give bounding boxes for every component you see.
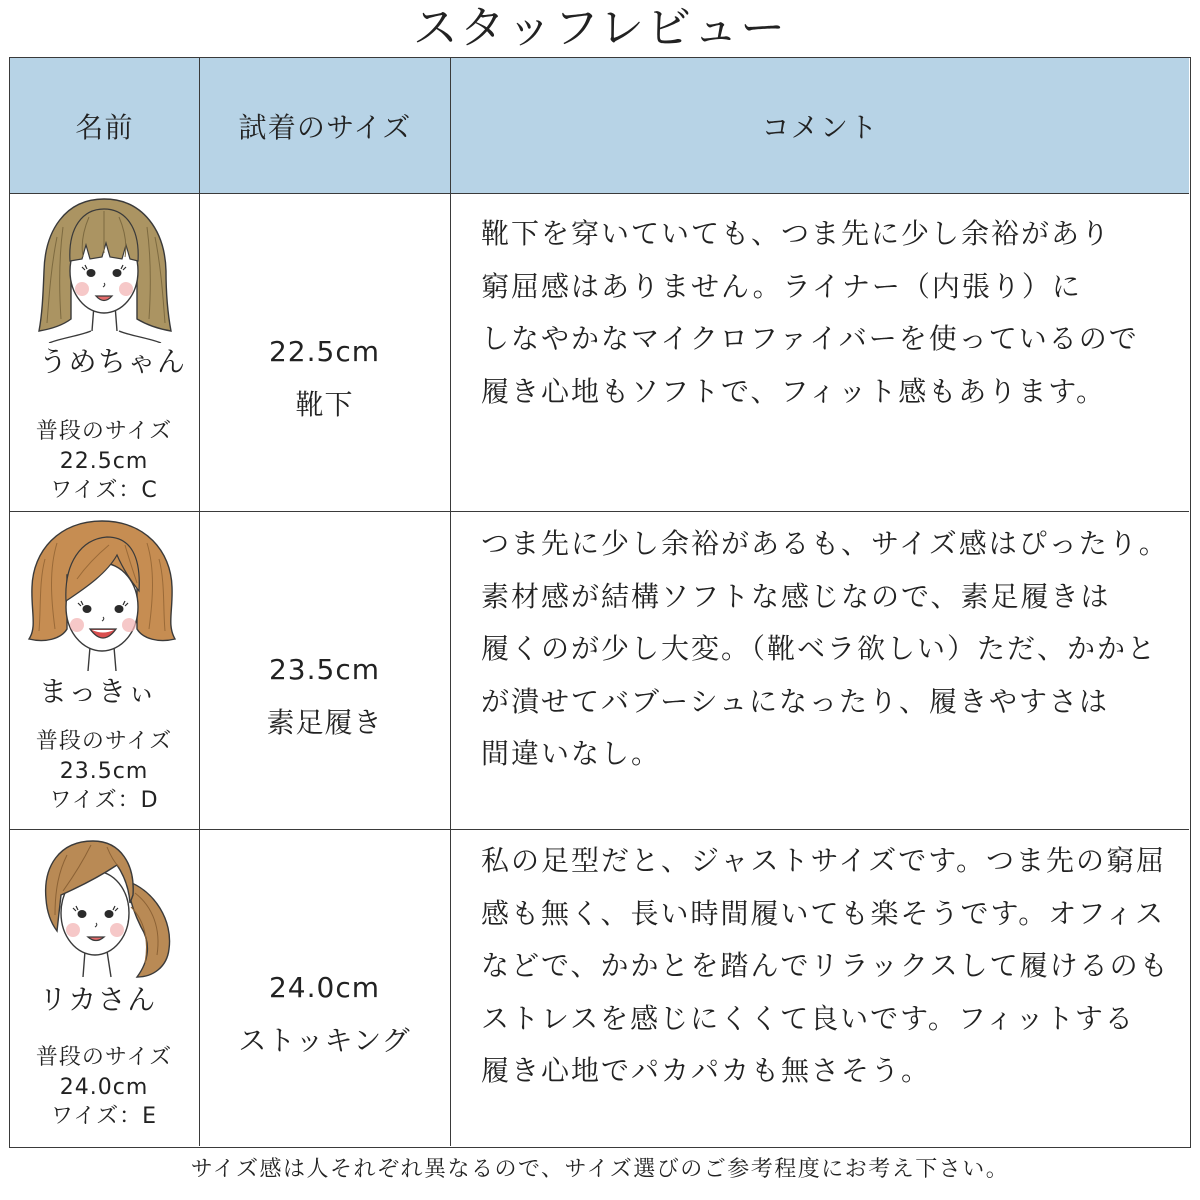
comment-cell	[451, 194, 1189, 511]
comment-text	[481, 208, 1139, 418]
comment-line: 履き心地でパカパカも無さそう。	[481, 1054, 932, 1087]
usual-size-block	[10, 727, 198, 816]
header-comment-label: コメント	[761, 110, 879, 144]
comment-line: 窮屈感はありません。ライナー（内張り）に	[481, 269, 1082, 303]
usual-width-value: ワイズ：E	[50, 1104, 158, 1129]
trial-size-value: 24.0cm	[268, 971, 380, 1004]
comment-line: 靴下を穿いていても、つま先に少し余裕があり	[481, 217, 1112, 250]
left-blush	[75, 282, 89, 296]
usual-size-label: 普段のサイズ	[35, 729, 173, 754]
comment-line: 私の足型だと、ジャストサイズです。つま先の窮屈	[481, 844, 1166, 877]
comment-line: ストレスを感じにくくて良いです。フィットする	[481, 1001, 1135, 1035]
usual-size-block	[10, 1043, 198, 1132]
reviewer-cell	[10, 830, 200, 1146]
reviewer-name: まっきぃ	[39, 675, 158, 708]
review-table	[9, 57, 1191, 1148]
comment-line: 履き心地もソフトで、フィット感もあります。	[481, 374, 1106, 408]
header-comment-cell	[451, 58, 1189, 193]
header-trial-size-cell	[200, 58, 451, 193]
usual-width-value: ワイズ：D	[49, 788, 159, 813]
avatar	[37, 197, 173, 343]
right-eye	[113, 269, 122, 277]
footer-note: サイズ感は人それぞれ異なるので、サイズ選びのご参考程度にお考え下さい。	[190, 1157, 1010, 1182]
comment-line: しなやかなマイクロファイバーを使っているので	[481, 322, 1139, 355]
left-eye	[78, 910, 87, 918]
right-blush	[119, 282, 133, 296]
comment-line: 感も無く、長い時間履いても楽そうです。オフィス	[481, 896, 1166, 930]
page-title: スタッフレビュー	[412, 1, 788, 54]
comment-text	[481, 835, 1170, 1098]
usual-size-value: 24.0cm	[59, 1074, 149, 1100]
comment-line: 素材感が結構ソフトな感じなので、素足履きは	[481, 579, 1111, 613]
usual-size-label: 普段のサイズ	[35, 419, 173, 444]
avatar	[27, 519, 177, 671]
usual-size-value: 23.5cm	[59, 758, 149, 784]
trial-size-cell	[200, 512, 451, 829]
trial-size-block	[200, 325, 449, 431]
trial-size-cell	[200, 194, 451, 511]
usual-width-value: ワイズ：C	[50, 478, 158, 503]
right-eye	[115, 605, 124, 613]
header-trial-size-label: 試着のサイズ	[238, 110, 412, 144]
trial-size-block	[200, 961, 449, 1067]
reviewer-name: うめちゃん	[39, 345, 187, 378]
comment-text	[481, 518, 1169, 781]
left-blush	[70, 618, 84, 632]
review-row	[10, 194, 1189, 512]
trial-condition: ストッキング	[238, 1024, 411, 1057]
comment-line: 履くのが少し大変。（靴ベラ欲しい）ただ、かかと	[481, 632, 1158, 665]
right-blush	[110, 923, 124, 937]
left-eye	[83, 605, 92, 613]
trial-size-value: 23.5cm	[268, 653, 380, 686]
trial-size-value: 22.5cm	[268, 335, 380, 368]
trial-condition: 素足履き	[266, 706, 383, 739]
usual-size-label: 普段のサイズ	[35, 1045, 173, 1070]
shoulders	[49, 331, 161, 343]
review-row	[10, 512, 1189, 830]
header-name-label: 名前	[75, 110, 134, 144]
comment-line: 間違いなし。	[481, 737, 662, 770]
comment-line: が潰せてバブーシュになったり、履きやすさは	[481, 684, 1110, 718]
comment-line: つま先に少し余裕があるも、サイズ感はぴったり。	[481, 527, 1169, 560]
trial-size-cell	[200, 830, 451, 1146]
right-eye	[105, 910, 114, 918]
right-blush	[122, 618, 136, 632]
review-row	[10, 830, 1189, 1146]
reviewer-name: リカさん	[39, 983, 157, 1016]
left-eye	[87, 269, 96, 277]
comment-cell	[451, 830, 1189, 1146]
usual-size-value: 22.5cm	[59, 448, 149, 474]
comment-cell	[451, 512, 1189, 829]
usual-size-block	[10, 417, 198, 506]
reviewer-cell	[10, 512, 200, 829]
trial-size-block	[200, 643, 449, 749]
reviewer-cell	[10, 194, 200, 511]
header-name-cell	[10, 58, 200, 193]
comment-line: などで、かかとを踏んでリラックスして履けるのも	[481, 949, 1170, 982]
table-header-row	[10, 58, 1189, 194]
avatar	[37, 837, 177, 979]
left-blush	[66, 923, 80, 937]
trial-condition: 靴下	[295, 388, 354, 421]
